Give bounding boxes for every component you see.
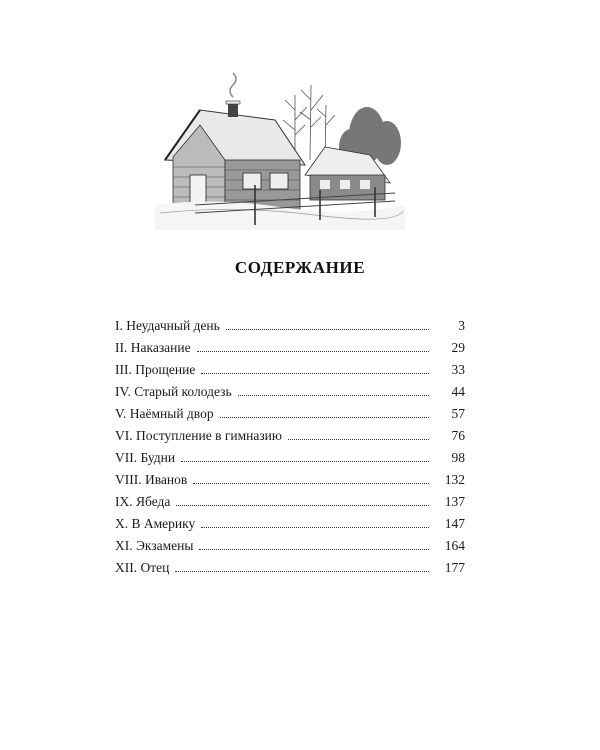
toc-entry[interactable] [115, 340, 465, 362]
toc-entry-title: VIII. Иванов [115, 472, 188, 487]
toc-entry-title: IX. Ябеда [115, 494, 171, 509]
toc-entry-title: VII. Будни [115, 450, 176, 465]
table-of-contents [115, 318, 465, 582]
toc-entry-page: 29 [451, 340, 465, 355]
toc-entry-title: XII. Отец [115, 560, 170, 575]
winter-village-illustration [155, 65, 405, 230]
dot-leader [226, 328, 429, 330]
toc-entry-page: 177 [444, 560, 465, 575]
toc-entry[interactable] [115, 516, 465, 538]
toc-entry-page: 44 [451, 384, 465, 399]
toc-entry-page: 164 [444, 538, 465, 553]
toc-entry[interactable] [115, 560, 465, 582]
dot-leader [197, 350, 429, 352]
toc-entry-page: 137 [444, 494, 465, 509]
dot-leader [238, 394, 429, 396]
toc-entry-page: 3 [458, 318, 465, 333]
toc-entry-page: 147 [444, 516, 465, 531]
toc-entry[interactable] [115, 428, 465, 450]
toc-entry[interactable] [115, 538, 465, 560]
toc-entry-title: XI. Экзамены [115, 538, 194, 553]
page-title: СОДЕРЖАНИЕ [234, 258, 366, 277]
toc-entry-page: 76 [451, 428, 465, 443]
toc-entry[interactable] [115, 318, 465, 340]
toc-entry[interactable] [115, 384, 465, 406]
toc-entry-title: I. Неудачный день [115, 318, 220, 333]
dot-leader [199, 548, 429, 550]
toc-entry-title: X. В Америку [115, 516, 196, 531]
toc-entry[interactable] [115, 450, 465, 472]
toc-entry-title: IV. Старый колодезь [115, 384, 232, 399]
toc-entry-page: 57 [451, 406, 465, 421]
dot-leader [201, 372, 429, 374]
dot-leader [220, 416, 429, 418]
toc-entry-page: 33 [451, 362, 465, 377]
toc-entry-title: V. Наёмный двор [115, 406, 214, 421]
toc-entry-title: II. Наказание [115, 340, 191, 355]
toc-entry-title: VI. Поступление в гимназию [115, 428, 282, 443]
toc-entry-page: 98 [451, 450, 465, 465]
dot-leader [201, 526, 429, 528]
dot-leader [288, 438, 429, 440]
dot-leader [181, 460, 429, 462]
dot-leader [176, 504, 429, 506]
toc-entry-title: III. Прощение [115, 362, 196, 377]
toc-entry[interactable] [115, 472, 465, 494]
dot-leader [175, 570, 429, 572]
toc-entry[interactable] [115, 494, 465, 516]
toc-entry[interactable] [115, 406, 465, 428]
toc-entry-page: 132 [444, 472, 465, 487]
dot-leader [193, 482, 429, 484]
toc-entry[interactable] [115, 362, 465, 384]
